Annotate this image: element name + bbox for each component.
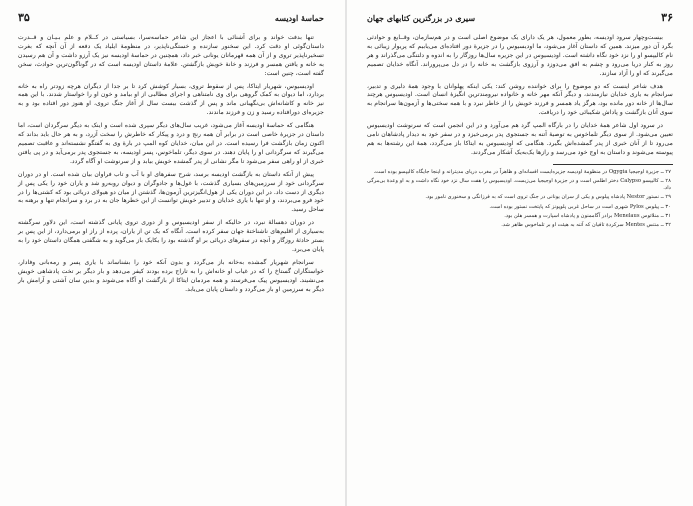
footnote: ۲۹ ــ نستور Nestor پادشاه پیلوس و یکی از سران یونانی در جنگ تروی است که به فرزانگی و سخنوری نامور بود. — [425, 194, 671, 201]
left-page — [0, 0, 346, 506]
right-running-title: سیری در بزرگترین کتابهای جهان — [367, 13, 476, 23]
paragraph: اودیسیوس، شهریار ایتاکا، پس از سقوط تروی، بسیار کوشش کرد تا بر جدا از دیگران هرچه زودتر راه به خانه بردارد، اما دیوان به کمک گروهی برای وی نامتناهی و اجرای مطالبی از او بیامد و خون او را خواستار شدند. با این همه نیز خانه و کاشانه‌اش بی‌نگهبانی ماند و پس از گذشت بیست سال از آغاز جنگ تروی، او هنوز دور افتاده بود و به جزیره‌ای دورافتاده رسید و زن و فرزند ماندند. — [18, 82, 324, 117]
footnote: ۲۸ ــ کالیپسو Calypso دختر اطلس است و در جزیرهٔ اوجیجیا می‌زیست. اودیسیوس را هفت سال نزد خود نگاه داشت و به او وعدهٔ بی‌مرگی داد. — [367, 177, 671, 192]
footnote: ۲۷ ــ جزیرهٔ اوجیجیا Ogygia در منظومهٔ اودیسه جزیره‌ایست افسانه‌ای و ظاهراً در مغرب دریای مدیترانه و اینجا جایگاه کالیپسو بوده است. — [373, 168, 671, 175]
paragraph: هدف شاعر اینست که دو موضوع را برای خواننده روشن کند: یکی اینکه پهلوانان با وجود همهٔ دلیری و تدبیر، سرانجام به یاری خدایان نیازمندند، و دیگر آنکه مهر خانه و خانواده نیرومندترین انگیزهٔ انسان است. اودیسیوس هرچند سال‌ها از خانه دور مانده بود، هرگز یاد همسر و فرزند خویش را از خاطر نبرد و با همه سختی‌ها و آزمون‌ها سرانجام به سوی آنان بازگشت و پاداش شکیبائی خود را دریافت. — [367, 82, 673, 117]
paragraph: سرانجام شهریار گمشده به‌خانه باز می‌گردد و بدون آنکه خود را بشناساند با یاری پسر و رمه‌بانی وفادار، خواستگاران گستاخ را که در غیاب او خانه‌اش را به تاراج برده بودند کیفر می‌دهد و بار دیگر بر تخت پادشاهی خویش می‌نشیند. اودیسیوس پیک می‌فرستد و همه مردمان ایتاکا از بازگشت او آگاه می‌شوند و بدین سان آشتی و آرامش بار دیگر به سرزمین او باز می‌گردد و داستان پایان می‌یابد. — [18, 258, 324, 293]
footnote-divider — [553, 164, 673, 165]
right-page — [347, 0, 693, 506]
footnote: ۳۲ ــ منتس Mentes سرکردهٔ تافیان که آتنه به هیئت او بر تلماخوس ظاهر شد. — [501, 222, 671, 228]
left-page-header — [18, 12, 324, 26]
right-page-header — [367, 12, 673, 26]
paragraph: در دوران دهسالهٔ نبرد، در حالیکه از سفر اودیسیوس و از دوری تروی پایانی گذشته است، این دلاور سرگشته به‌سیاری از اقلیم‌های ناشناختهٔ جهان سفر کرده است. آنگاه که یک تن از یاران، پرده از راز او برمی‌دارد، از این پس بر بستر حادثهٔ روزگار و آنچه در سفرهای دریائی بر او گذشته بود را یکایک باز می‌گوید و به شگفتی همگان داستان خود را به پایان می‌برد. — [18, 219, 324, 253]
left-running-title: حماسهٔ اودیسه — [274, 13, 324, 23]
left-page-body — [18, 34, 324, 298]
paragraph: تنها بدفت خواند و برای آشنائی با اعجاز این شاعر حماسه‌سرا، بسیاستی در کــلام و علم بـیـان و قــدرت داستان‌گوئی او دقت کرد. این سخنور سازنده و خستگی‌ناپذیر، در منظومهٔ ایلیاد یک دفعه از آن آنچه که بغرت تسخیرناپذیر تروی و از آن همه قهرمانان یونانی خبر داد، همچنین در حماسهٔ اودیسه نیز یک آرزو داشت و آن هم رسیدن به خانه و یافتن همسر و فرزند و خانهٔ خویش بازگشتن. علامهٔ داستان اودیسه است که در گوناگون‌ترین حوادث، سخن گفته است، چنین است: — [18, 34, 324, 77]
paragraph: در سرود اول شاعر همهٔ خدایان را در بارگاه المپ گرد هم می‌آورد و در این انجمن است که سرنوشت اودیسیوس تعیین می‌شود. از سوی دیگر تلماخوس به توصیهٔ آتنه به جستجوی پدر برمی‌خیزد و در سفر خود به دیدار پادشاهان نامی می‌رود تا از آنان خبری از پدر گمشده‌اش بگیرد. هنگامی که اودیسیوس به ایتاکا باز می‌گردد، همهٔ این رشته‌ها به هم پیوسته می‌شوند و داستان به اوج خود می‌رسد و رازها یک‌به‌یک آشکار می‌گردند. — [367, 122, 673, 156]
footnote: ۳۰ ــ پیلوس Pylos شهری است در ساحل غربی پلوپونز که پایتخت نستور بوده است. — [489, 203, 671, 210]
paragraph: هنگامی که حماسهٔ اودیسه آغاز می‌شود، غریب سال‌های دیگر سپری شده است و اینک به دیگر سرگردان است، اما داستان در جزیرهٔ خاصی است در برابر آن همه رنج و درد و پیکار که خاطرش را سخت آزرد، و به هر حال باید بداند که اکنون زمان بازگشت فرا رسیده است. در این میان، خدایان کوه المپ در بارهٔ وی به گفتگو نشسته‌اند و عاقبت تصمیم می‌گیرند که سرگردانی او را پایان دهند. در سوی دیگر، تلماخوس، پسر اودیسه، به جستجوی پدر برمی‌آید و در پی یافتن خبری از او راهی سفر می‌شود تا مگر نشانی از پدر گمشده خویش بیابد و از سرنوشت او آگاه گردد. — [18, 122, 324, 165]
right-page-body — [367, 34, 673, 231]
paragraph: پیش از آنکه داستان به بازگشت اودیسه برسد، شرح سفرهای او با آب و تاب فراوان بیان شده است. او در دوران سرگردانی خود از سرزمین‌های بسیاری گذشت، با غول‌ها و جادوگران و دیوان روبه‌رو شد و یاران خود را یکی پس از دیگری از دست داد. در این دوران یکی از هول‌انگیزترین آزمون‌ها، گذشتن از میان دو هیولای دریائی بود که کشتی‌ها را در خود فرو می‌بردند، و او تنها با یاری خدایان و تدبیر خویش توانست از این خطرها جان به در برد و سرانجام تنها و برهنه به ساحل رسید. — [18, 170, 324, 214]
footnote: ۳۱ ــ منلائوس Menelaus برادر آگاممنون و پادشاه اسپارت و همسر هلن بود. — [504, 212, 671, 219]
right-page-number: ۳۶ — [661, 11, 673, 24]
paragraph: بیست‌وچهار سرود اودیسه، بطور معمول، هر یک دارای یک موضوع اصلی است و در هم‌سازمان، وقــایع و حوادثی بگرد آن دور میزند. همین که داستان آغاز می‌شود، ما اودیسیوس را در جزیرهٔ دور افتاده‌ای می‌یابیم که پریوار زیبائی به نام کالیپسو او را نزد خود نگاه داشته است. اودیسیوس در این جزیره سال‌ها روزگار را به اندوه و دلتنگی می‌گذراند و هر روز به کنار دریا می‌رود و چشم به افق می‌دوزد و آرزوی بازگشت به خانه را در دل می‌پروراند. آنگاه خدایان تصمیم می‌گیرند که او را آزاد سازند. — [367, 34, 673, 77]
left-page-number: ۳۵ — [18, 11, 30, 24]
